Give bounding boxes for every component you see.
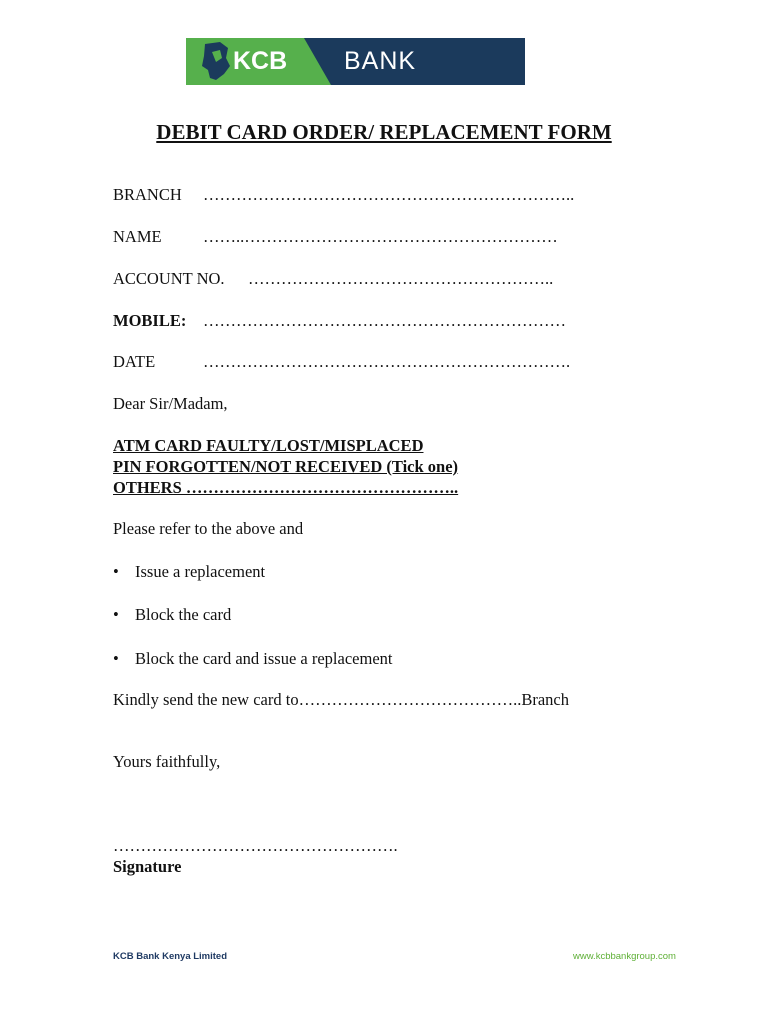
bullet-icon: • (113, 649, 119, 668)
mobile-label: MOBILE: (113, 311, 187, 330)
intro-text: Please refer to the above and (113, 519, 304, 538)
send-card-line[interactable] (113, 690, 569, 710)
account-label: ACCOUNT NO. (113, 269, 225, 288)
reason-pin[interactable]: PIN FORGOTTEN/NOT RECEIVED (Tick one) (113, 457, 459, 476)
send-card-suffix: Branch (521, 690, 569, 709)
bullet-icon: • (113, 605, 119, 624)
date-dots: …………………………………………………………. (203, 352, 571, 371)
name-field[interactable] (113, 227, 558, 247)
option-label: Block the card and issue a replacement (135, 649, 393, 668)
bullet-icon: • (113, 562, 119, 581)
reason-atm-card[interactable]: ATM CARD FAULTY/LOST/MISPLACED (113, 436, 424, 455)
option-issue-replacement[interactable] (113, 562, 265, 582)
option-block-card[interactable] (113, 605, 231, 625)
footer-website[interactable]: www.kcbbankgroup.com (573, 951, 676, 962)
date-field[interactable] (113, 352, 571, 372)
form-title: DEBIT CARD ORDER/ REPLACEMENT FORM (156, 120, 612, 144)
logo-bank-text: BANK (344, 47, 417, 75)
name-dots: ……..………………………………………………… (203, 227, 558, 246)
option-label: Issue a replacement (135, 562, 266, 581)
branch-field[interactable] (113, 185, 575, 205)
salutation: Dear Sir/Madam, (113, 394, 228, 413)
closing-text: Yours faithfully, (113, 752, 221, 771)
kcb-logo (186, 38, 525, 85)
mobile-dots: ………………………………………………………… (203, 311, 566, 330)
signature-dots[interactable]: ……………………………………………. (113, 836, 398, 855)
option-block-and-replace[interactable] (113, 649, 392, 669)
signature-label: Signature (113, 857, 182, 876)
option-label: Block the card (135, 605, 232, 624)
logo-brand-text: KCB (233, 47, 288, 75)
name-label: NAME (113, 227, 162, 246)
footer-company: KCB Bank Kenya Limited (113, 951, 228, 962)
mobile-field[interactable] (113, 311, 566, 331)
reason-others[interactable]: OTHERS ………………………………………….. (113, 478, 459, 497)
send-card-dots: ………………………………….. (298, 690, 522, 709)
account-dots: ……………………………………………….. (248, 269, 554, 288)
branch-dots: ………………………………………………………….. (203, 185, 575, 204)
date-label: DATE (113, 352, 156, 371)
branch-label: BRANCH (113, 185, 182, 204)
account-field[interactable] (113, 269, 554, 289)
send-card-prefix: Kindly send the new card to (113, 690, 299, 709)
